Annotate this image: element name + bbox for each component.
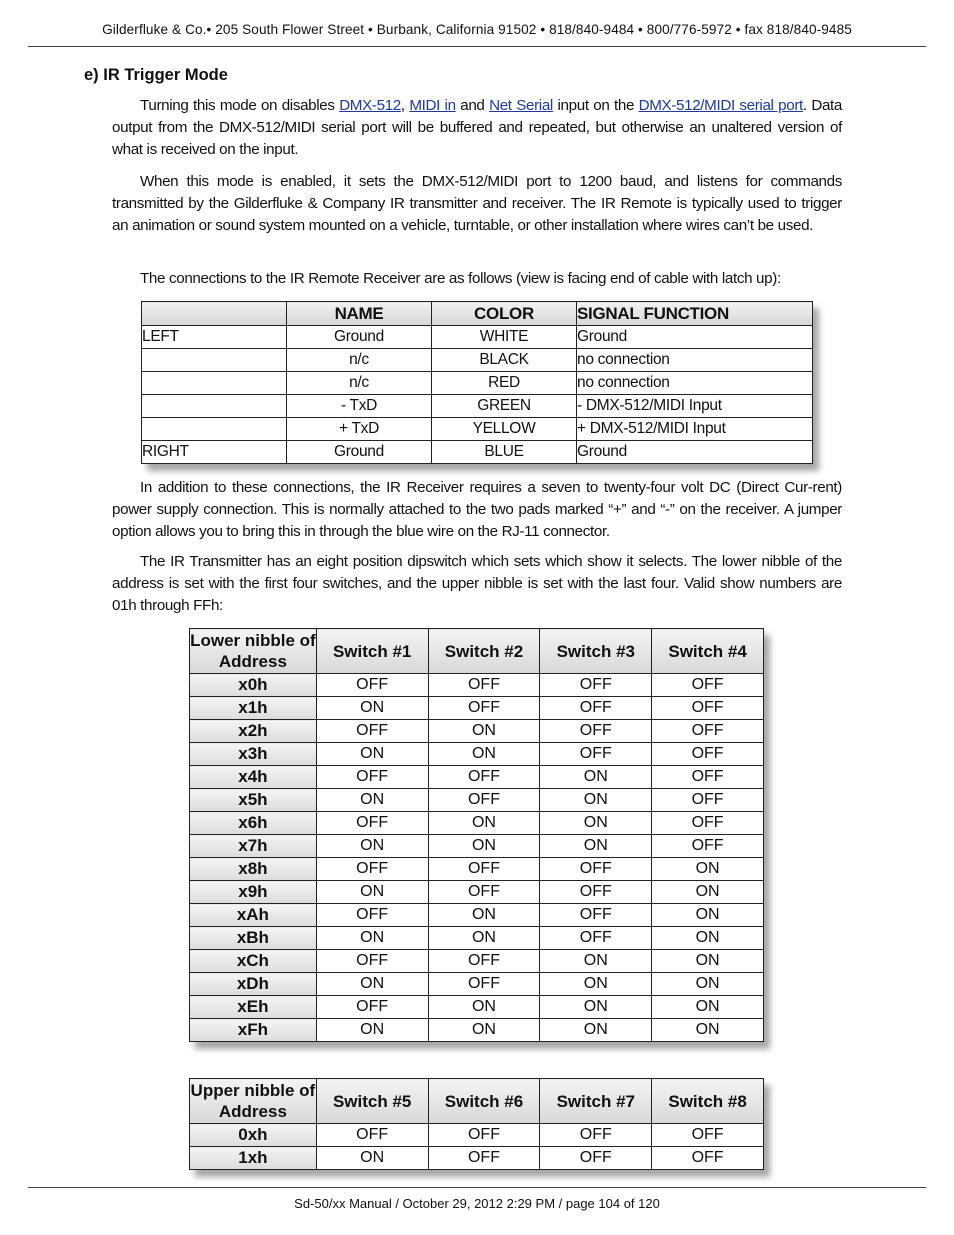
address-cell: x9h bbox=[190, 881, 317, 904]
table-row bbox=[190, 697, 764, 720]
header-cell-switch-3: Switch #3 bbox=[540, 629, 652, 674]
switch-state-cell: ON bbox=[652, 927, 764, 950]
address-cell: x4h bbox=[190, 766, 317, 789]
page-footer: Sd-50/xx Manual / October 29, 2012 2:29 PM / page 104 of 120 bbox=[294, 1196, 660, 1211]
table-cell: Ground bbox=[287, 326, 432, 349]
switch-state-cell: OFF bbox=[316, 766, 428, 789]
link-dmx-midi-serial-port[interactable]: DMX-512/MIDI serial port bbox=[638, 97, 803, 114]
switch-state-cell: OFF bbox=[428, 697, 540, 720]
switch-state-cell: OFF bbox=[652, 835, 764, 858]
switch-state-cell: OFF bbox=[428, 858, 540, 881]
table-cell: BLACK bbox=[432, 349, 577, 372]
page-header: Gilderfluke & Co.• 205 South Flower Street • Burbank, California 91502 • 818/840-9484 • 800/776-5972 • fax 818/840-9485 bbox=[102, 22, 852, 37]
switch-state-cell: OFF bbox=[540, 904, 652, 927]
header-cell-switch-6: Switch #6 bbox=[428, 1079, 540, 1124]
switch-state-cell: OFF bbox=[540, 674, 652, 697]
address-cell: 0xh bbox=[190, 1124, 317, 1147]
switch-state-cell: OFF bbox=[428, 973, 540, 996]
switch-state-cell: OFF bbox=[316, 720, 428, 743]
switch-state-cell: OFF bbox=[540, 1147, 652, 1170]
table-row bbox=[142, 441, 813, 464]
switch-state-cell: OFF bbox=[428, 789, 540, 812]
table-row bbox=[190, 1147, 764, 1170]
table-header-row bbox=[142, 302, 813, 326]
table-cell bbox=[142, 395, 287, 418]
switch-state-cell: OFF bbox=[652, 743, 764, 766]
switch-state-cell: ON bbox=[540, 766, 652, 789]
header-cell-name: NAME bbox=[287, 302, 432, 326]
switch-state-cell: ON bbox=[316, 789, 428, 812]
table-row bbox=[142, 349, 813, 372]
address-cell: xFh bbox=[190, 1019, 317, 1042]
header-rule bbox=[28, 46, 926, 47]
switch-state-cell: OFF bbox=[652, 766, 764, 789]
section-title: e) IR Trigger Mode bbox=[84, 66, 228, 84]
switch-state-cell: OFF bbox=[316, 950, 428, 973]
header-cell-switch-8: Switch #8 bbox=[652, 1079, 764, 1124]
table-row bbox=[190, 674, 764, 697]
switch-state-cell: ON bbox=[428, 904, 540, 927]
switch-state-cell: OFF bbox=[652, 812, 764, 835]
header-cell-switch-1: Switch #1 bbox=[316, 629, 428, 674]
table-cell: WHITE bbox=[432, 326, 577, 349]
switch-state-cell: ON bbox=[316, 835, 428, 858]
address-cell: x2h bbox=[190, 720, 317, 743]
switch-state-cell: OFF bbox=[428, 1147, 540, 1170]
switch-state-cell: OFF bbox=[540, 720, 652, 743]
switch-state-cell: ON bbox=[316, 1019, 428, 1042]
table-row bbox=[190, 973, 764, 996]
switch-state-cell: OFF bbox=[316, 812, 428, 835]
switch-state-cell: ON bbox=[428, 1019, 540, 1042]
table-row bbox=[142, 326, 813, 349]
table-cell: no connection bbox=[577, 349, 813, 372]
switch-state-cell: OFF bbox=[540, 927, 652, 950]
header-cell-switch-2: Switch #2 bbox=[428, 629, 540, 674]
ir-receiver-connection-table bbox=[141, 301, 813, 464]
table-row bbox=[190, 766, 764, 789]
para1-text-3: and bbox=[455, 97, 490, 114]
switch-state-cell: ON bbox=[652, 996, 764, 1019]
address-cell: xCh bbox=[190, 950, 317, 973]
switch-state-cell: ON bbox=[540, 1019, 652, 1042]
table-cell: no connection bbox=[577, 372, 813, 395]
switch-state-cell: OFF bbox=[540, 881, 652, 904]
address-cell: x7h bbox=[190, 835, 317, 858]
switch-state-cell: ON bbox=[540, 973, 652, 996]
address-cell: xEh bbox=[190, 996, 317, 1019]
header-cell-signal-function: SIGNAL FUNCTION bbox=[577, 302, 813, 326]
switch-state-cell: ON bbox=[540, 835, 652, 858]
address-cell: x0h bbox=[190, 674, 317, 697]
switch-state-cell: OFF bbox=[652, 1147, 764, 1170]
switch-state-cell: OFF bbox=[316, 674, 428, 697]
paragraph-power-supply bbox=[112, 477, 842, 543]
switch-state-cell: ON bbox=[540, 812, 652, 835]
switch-state-cell: ON bbox=[652, 973, 764, 996]
address-cell: x1h bbox=[190, 697, 317, 720]
table-row bbox=[190, 743, 764, 766]
table-row bbox=[190, 904, 764, 927]
table-cell: RIGHT bbox=[142, 441, 287, 464]
switch-state-cell: ON bbox=[652, 950, 764, 973]
table-row bbox=[190, 950, 764, 973]
switch-state-cell: ON bbox=[652, 858, 764, 881]
switch-state-cell: OFF bbox=[428, 881, 540, 904]
switch-state-cell: ON bbox=[428, 720, 540, 743]
para2-text: When this mode is enabled, it sets the DMX-512/MIDI port to 1200 baud, and listens for commands transmitted by the Gilderfluke & Company IR transmitter and receiver. The IR Remote is typically used to trigger an animation or sound system mounted on a vehicle, turntable, or other installation where wires can’t be used. bbox=[112, 173, 842, 234]
table-header-row bbox=[190, 1079, 764, 1124]
header-cell-color: COLOR bbox=[432, 302, 577, 326]
table-cell: YELLOW bbox=[432, 418, 577, 441]
switch-state-cell: ON bbox=[316, 881, 428, 904]
link-net-serial[interactable]: Net Serial bbox=[489, 97, 553, 114]
switch-state-cell: OFF bbox=[652, 789, 764, 812]
switch-state-cell: ON bbox=[652, 1019, 764, 1042]
para1-text-5: . Data output from the DMX-512/MIDI serial port will be buffered and repeated, but otherwise an unaltered version of what is received on the input. bbox=[112, 97, 843, 158]
switch-state-cell: ON bbox=[428, 927, 540, 950]
para3-text: The connections to the IR Remote Receiver are as follows (view is facing end of cable with latch up): bbox=[140, 270, 781, 287]
table-row bbox=[190, 789, 764, 812]
switch-state-cell: OFF bbox=[428, 674, 540, 697]
table-row bbox=[190, 1124, 764, 1147]
address-cell: xAh bbox=[190, 904, 317, 927]
switch-state-cell: ON bbox=[316, 927, 428, 950]
switch-state-cell: ON bbox=[428, 743, 540, 766]
switch-state-cell: OFF bbox=[540, 743, 652, 766]
switch-state-cell: OFF bbox=[316, 858, 428, 881]
table-cell: LEFT bbox=[142, 326, 287, 349]
switch-state-cell: OFF bbox=[652, 1124, 764, 1147]
paragraph-dipswitch bbox=[112, 551, 842, 617]
table-row bbox=[142, 372, 813, 395]
table-cell: RED bbox=[432, 372, 577, 395]
table-header-row bbox=[190, 629, 764, 674]
switch-state-cell: OFF bbox=[316, 996, 428, 1019]
switch-state-cell: ON bbox=[428, 812, 540, 835]
table-row bbox=[190, 996, 764, 1019]
switch-state-cell: ON bbox=[428, 996, 540, 1019]
paragraph-mode-enabled bbox=[112, 171, 842, 237]
header-cell-switch-7: Switch #7 bbox=[540, 1079, 652, 1124]
upper-nibble-table bbox=[189, 1078, 764, 1170]
switch-state-cell: OFF bbox=[652, 720, 764, 743]
table-row bbox=[190, 720, 764, 743]
table-cell: Ground bbox=[287, 441, 432, 464]
lower-nibble-table bbox=[189, 628, 764, 1042]
switch-state-cell: OFF bbox=[540, 858, 652, 881]
paragraph-mode-disables bbox=[112, 95, 842, 161]
table-cell: - TxD bbox=[287, 395, 432, 418]
switch-state-cell: ON bbox=[540, 996, 652, 1019]
table-row bbox=[190, 1019, 764, 1042]
switch-state-cell: OFF bbox=[428, 950, 540, 973]
table-row bbox=[190, 835, 764, 858]
upper-nibble-table-body bbox=[190, 1124, 764, 1170]
footer-rule bbox=[28, 1187, 926, 1188]
table-row bbox=[142, 418, 813, 441]
address-cell: 1xh bbox=[190, 1147, 317, 1170]
table-row bbox=[190, 881, 764, 904]
header-cell-lower-nibble: Lower nibble of Address bbox=[190, 629, 317, 674]
link-dmx-512[interactable]: DMX-512 bbox=[339, 97, 401, 114]
para1-text-4: input on the bbox=[552, 97, 639, 114]
switch-state-cell: OFF bbox=[652, 697, 764, 720]
table-cell: n/c bbox=[287, 372, 432, 395]
table-cell bbox=[142, 418, 287, 441]
table-cell: + TxD bbox=[287, 418, 432, 441]
table-row bbox=[142, 395, 813, 418]
switch-state-cell: ON bbox=[652, 904, 764, 927]
table-row bbox=[190, 858, 764, 881]
header-cell-upper-nibble: Upper nibble of Address bbox=[190, 1079, 317, 1124]
switch-state-cell: ON bbox=[316, 743, 428, 766]
table-cell: Ground bbox=[577, 441, 813, 464]
table-cell: Ground bbox=[577, 326, 813, 349]
table-cell bbox=[142, 349, 287, 372]
table-row bbox=[190, 812, 764, 835]
address-cell: x5h bbox=[190, 789, 317, 812]
para4-text: In addition to these connections, the IR Receiver requires a seven to twenty-four volt DC (Direct Cur-rent) power supply connection. This is normally attached to the two pads marked “+” and “-” on the receiver. A jumper option allows you to bring this in through the blue wire on the RJ-11 connector. bbox=[112, 479, 842, 540]
switch-state-cell: ON bbox=[316, 1147, 428, 1170]
switch-state-cell: ON bbox=[540, 950, 652, 973]
switch-state-cell: OFF bbox=[428, 766, 540, 789]
link-midi-in[interactable]: MIDI in bbox=[409, 97, 456, 114]
table-cell: BLUE bbox=[432, 441, 577, 464]
switch-state-cell: OFF bbox=[316, 1124, 428, 1147]
address-cell: xDh bbox=[190, 973, 317, 996]
switch-state-cell: ON bbox=[652, 881, 764, 904]
switch-state-cell: ON bbox=[540, 789, 652, 812]
table-row bbox=[190, 927, 764, 950]
switch-state-cell: OFF bbox=[540, 697, 652, 720]
table-cell: + DMX-512/MIDI Input bbox=[577, 418, 813, 441]
paragraph-connections-intro bbox=[112, 268, 842, 290]
switch-state-cell: OFF bbox=[316, 904, 428, 927]
switch-state-cell: ON bbox=[316, 697, 428, 720]
address-cell: xBh bbox=[190, 927, 317, 950]
table-cell: GREEN bbox=[432, 395, 577, 418]
address-cell: x3h bbox=[190, 743, 317, 766]
address-cell: x6h bbox=[190, 812, 317, 835]
switch-state-cell: ON bbox=[316, 973, 428, 996]
table-cell bbox=[142, 372, 287, 395]
lower-nibble-table-body bbox=[190, 674, 764, 1042]
para5-text: The IR Transmitter has an eight position dipswitch which sets which show it selects. The lower nibble of the address is set with the first four switches, and the upper nibble is set with the last four. Valid show numbers are 01h through FFh: bbox=[112, 553, 842, 614]
table-cell: - DMX-512/MIDI Input bbox=[577, 395, 813, 418]
table-cell: n/c bbox=[287, 349, 432, 372]
switch-state-cell: OFF bbox=[428, 1124, 540, 1147]
header-cell-switch-4: Switch #4 bbox=[652, 629, 764, 674]
switch-state-cell: OFF bbox=[540, 1124, 652, 1147]
switch-state-cell: ON bbox=[428, 835, 540, 858]
header-cell-switch-5: Switch #5 bbox=[316, 1079, 428, 1124]
para1-text-1: Turning this mode on disables bbox=[140, 97, 340, 114]
header-cell bbox=[142, 302, 287, 326]
para1-text-2: , bbox=[400, 97, 410, 114]
switch-state-cell: OFF bbox=[652, 674, 764, 697]
address-cell: x8h bbox=[190, 858, 317, 881]
